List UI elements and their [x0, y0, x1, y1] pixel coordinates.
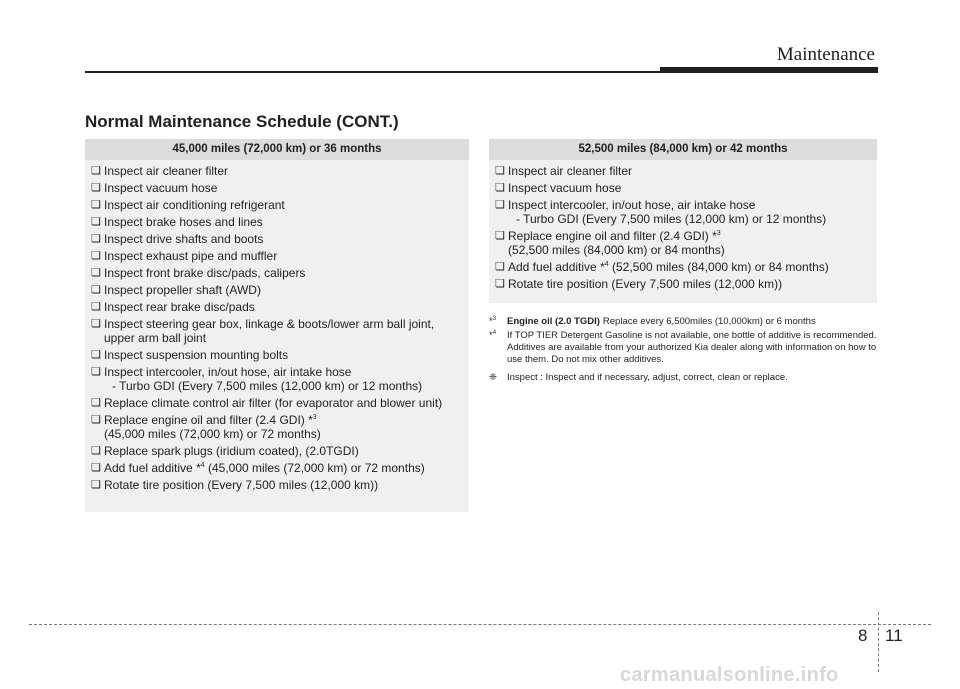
footnote-mark: [489, 330, 507, 366]
checklist: [489, 160, 877, 291]
footer-dashed-divider: [878, 612, 879, 672]
checklist-item-text: [104, 317, 469, 345]
panel-title: 52,500 miles (84,000 km) or 42 months: [489, 139, 877, 160]
checklist-item-text: [104, 396, 469, 410]
checkbox-icon: ❏: [91, 479, 101, 491]
checklist-item-text: [508, 229, 877, 257]
checklist-item: [495, 198, 877, 226]
footnote-mark: [489, 316, 507, 328]
footnote-label: Engine oil (2.0 TGDI): [507, 316, 600, 327]
checklist-item-text: [104, 348, 469, 362]
checklist-item: [91, 232, 469, 246]
checklist-item: [91, 215, 469, 229]
footnote-ref: 4: [200, 462, 205, 469]
item-line: Inspect vacuum hose: [508, 181, 622, 195]
checklist-item: [91, 348, 469, 362]
checkbox-icon: ❏: [495, 261, 505, 273]
checkbox-icon: ❏: [91, 366, 101, 378]
item-line: Inspect suspension mounting bolts: [104, 348, 289, 362]
checklist-item: [495, 260, 877, 274]
checkbox-icon: ❏: [495, 278, 505, 290]
checklist-item: [91, 365, 469, 393]
footnote-ref: 3: [716, 230, 721, 237]
item-line: Replace engine oil and filter (2.4 GDI) *: [104, 413, 313, 427]
chapter-number: 8: [858, 626, 868, 645]
checklist-item: [495, 181, 877, 195]
checklist-item-text: [508, 164, 877, 178]
header-rule-thick: [660, 67, 878, 73]
checklist-item-text: [104, 215, 469, 229]
checklist-item: [495, 164, 877, 178]
item-line: Replace spark plugs (iridium coated), (2.0TGDI): [104, 444, 359, 458]
checklist-item-text: [104, 300, 469, 314]
footnote-number: 4: [492, 329, 497, 336]
checklist-item: [91, 413, 469, 441]
checklist-item-text: [104, 413, 469, 441]
checkbox-icon: ❏: [91, 233, 101, 245]
item-line: Add fuel additive *: [104, 461, 201, 475]
item-line: (52,500 miles (84,000 km) or 84 months): [508, 243, 725, 257]
footnote-ref: 4: [604, 261, 609, 268]
item-line: Inspect rear brake disc/pads: [104, 300, 255, 314]
checklist-item: [91, 181, 469, 195]
checklist-item: [91, 461, 469, 475]
checkbox-icon: ❏: [495, 182, 505, 194]
footnote-star: *: [489, 330, 493, 341]
item-line: (45,000 miles (72,000 km) or 72 months): [204, 461, 425, 475]
footnote-star: *: [489, 316, 493, 327]
checklist-item-text: [104, 444, 469, 458]
item-line: (52,500 miles (84,000 km) or 84 months): [608, 260, 829, 274]
checkbox-icon: ❏: [91, 165, 101, 177]
item-line: Rotate tire position (Every 7,500 miles (12,000 km)): [508, 277, 783, 291]
schedule-panel-52500: [489, 139, 877, 303]
checklist-item: [91, 444, 469, 458]
footnote-body: [507, 316, 879, 328]
checkbox-icon: ❏: [91, 267, 101, 279]
panel-title: 45,000 miles (72,000 km) or 36 months: [85, 139, 469, 160]
checkbox-icon: ❏: [91, 414, 101, 426]
checkbox-icon: ❏: [91, 301, 101, 313]
checkbox-icon: ❏: [91, 349, 101, 361]
checklist-item-text: [508, 198, 877, 226]
checkbox-icon: ❏: [91, 182, 101, 194]
item-line: Inspect drive shafts and boots: [104, 232, 264, 246]
checkbox-icon: ❏: [91, 199, 101, 211]
checklist-item-text: [104, 283, 469, 297]
footnote-list: [489, 316, 879, 366]
checkbox-icon: ❏: [91, 284, 101, 296]
watermark: carmanualsonline.info: [620, 664, 839, 686]
item-line: Rotate tire position (Every 7,500 miles (12,000 km)): [104, 478, 379, 492]
item-line: Inspect intercooler, in/out hose, air intake hose: [104, 365, 352, 379]
checklist-item-text: [104, 198, 469, 212]
checklist-item: [495, 229, 877, 257]
checklist-item-text: [104, 365, 469, 393]
footnote-ref: 3: [312, 414, 317, 421]
checklist: [85, 160, 469, 492]
item-line: Replace climate control air filter (for evaporator and blower unit): [104, 396, 443, 410]
checkbox-icon: ❏: [495, 230, 505, 242]
checklist-item-text: [104, 181, 469, 195]
checklist-item: [91, 266, 469, 280]
checklist-item: [91, 396, 469, 410]
item-line: Inspect brake hoses and lines: [104, 215, 263, 229]
checkbox-icon: ❏: [495, 199, 505, 211]
checklist-item-text: [508, 277, 877, 291]
checkbox-icon: ❏: [91, 250, 101, 262]
checklist-item-text: [104, 461, 469, 475]
checklist-item: [91, 317, 469, 345]
checklist-item-text: [104, 232, 469, 246]
item-line: Replace engine oil and filter (2.4 GDI) *: [508, 229, 717, 243]
checklist-item: [91, 283, 469, 297]
section-title: Maintenance: [776, 44, 875, 65]
footnote: [489, 330, 879, 366]
checklist-item: [91, 478, 469, 492]
checklist-item: [91, 164, 469, 178]
item-line: Inspect vacuum hose: [104, 181, 218, 195]
checkbox-icon: ❏: [495, 165, 505, 177]
item-line: Inspect exhaust pipe and muffler: [104, 249, 278, 263]
checklist-item-text: [104, 266, 469, 280]
checkbox-icon: ❏: [91, 318, 101, 330]
item-line: upper arm ball joint: [104, 331, 207, 345]
item-line: Inspect air cleaner filter: [508, 164, 633, 178]
item-line: - Turbo GDI (Every 7,500 miles (12,000 km) or 12 months): [516, 212, 827, 226]
checkbox-icon: ❏: [91, 397, 101, 409]
item-line: Inspect front brake disc/pads, calipers: [104, 266, 306, 280]
item-line: (45,000 miles (72,000 km) or 72 months): [104, 427, 321, 441]
footnote-text: If TOP TIER Detergent Gasoline is not available, one bottle of additive is recommended. Additives are available from your authorized Kia dealer along with information on how to use them. Do not mix other additives.: [507, 330, 877, 365]
footnote-number: 3: [492, 315, 497, 322]
checklist-item: [91, 300, 469, 314]
checklist-item-text: [104, 478, 469, 492]
checklist-item: [91, 198, 469, 212]
item-line: Inspect propeller shaft (AWD): [104, 283, 261, 297]
item-line: Inspect air conditioning refrigerant: [104, 198, 285, 212]
checklist-item: [91, 249, 469, 263]
checklist-item-text: [508, 181, 877, 195]
item-line: Inspect steering gear box, linkage & boots/lower arm ball joint,: [104, 317, 435, 331]
checklist-item: [495, 277, 877, 291]
checkbox-icon: ❏: [91, 216, 101, 228]
footnote-text: Replace every 6,500miles (10,000km) or 6 months: [602, 316, 816, 327]
footnote-body: [507, 330, 879, 366]
checklist-item-text: [104, 249, 469, 263]
footnotes: [489, 316, 879, 386]
item-line: Add fuel additive *: [508, 260, 605, 274]
footer-dashed-rule: [29, 624, 931, 625]
inspect-note: [489, 372, 879, 384]
item-line: - Turbo GDI (Every 7,500 miles (12,000 km) or 12 months): [112, 379, 423, 393]
page-number: 11: [885, 626, 903, 645]
footnote: [489, 316, 879, 328]
checklist-item-text: [104, 164, 469, 178]
header-rule-thin: [85, 71, 660, 73]
inspect-mark-icon: ❈: [489, 372, 497, 383]
item-line: Inspect air cleaner filter: [104, 164, 229, 178]
schedule-panel-45000: [85, 139, 469, 512]
checkbox-icon: ❏: [91, 445, 101, 457]
inspect-note-text: Inspect : Inspect and if necessary, adjust, correct, clean or replace.: [507, 372, 788, 383]
item-line: Inspect intercooler, in/out hose, air intake hose: [508, 198, 756, 212]
checkbox-icon: ❏: [91, 462, 101, 474]
page-heading: Normal Maintenance Schedule (CONT.): [85, 112, 399, 131]
checklist-item-text: [508, 260, 877, 274]
